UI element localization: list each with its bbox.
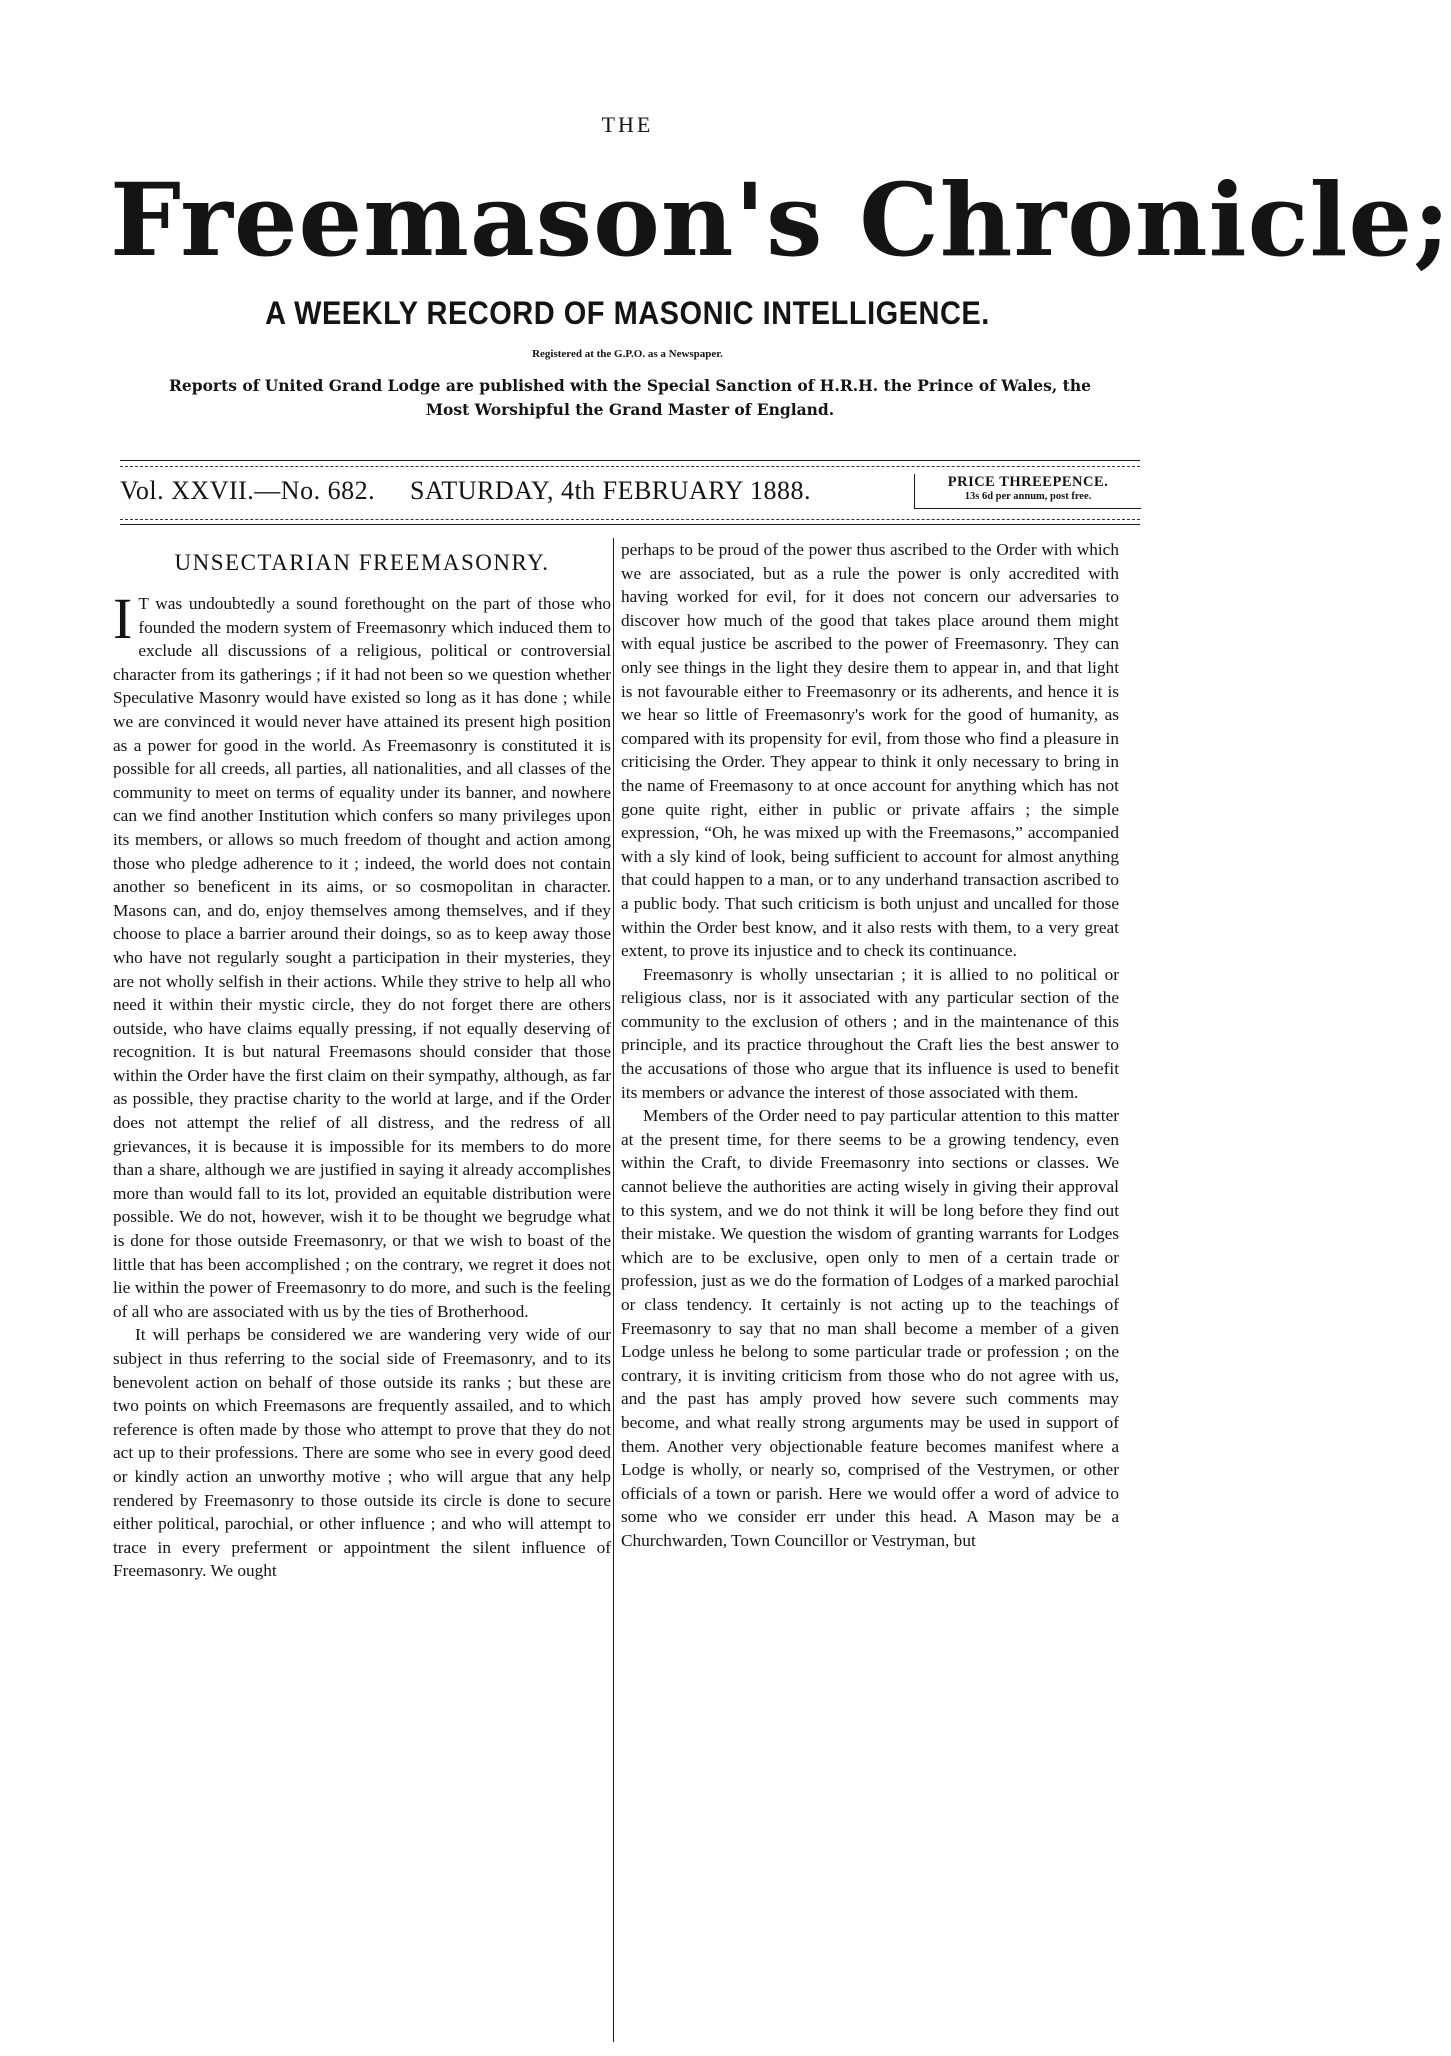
article-paragraph: It will perhaps be considered we are wandering very wide of our subject in thus referring to the social side of Freemasonry, and to its benevolent action on behalf of those outside its ranks ; but these are two points on which Freemasons are frequently assailed, and to which reference is often made by those who attempt to prove that they do not act up to their professions. There are some who see in every good deed or kindly action an unworthy motive ; who will argue that any help rendered by Freemasonry to those outside its circle is done to secure either political, parochial, or other influence ; and who will attempt to trace in every preferment or appointment the silent influence of Freemasonry. We ought [113, 1325, 611, 1581]
registered-notice: Registered at the G.P.O. as a Newspaper. [532, 348, 723, 360]
article-paragraph [113, 586, 611, 1323]
volume-number: Vol. XXVII.—No. 682. [120, 476, 376, 505]
header-rule-bottom-dashed [120, 519, 1140, 520]
masthead-the: THE [601, 112, 654, 137]
article-paragraph: Freemasonry is wholly unsectarian ; it is allied to no political or religious class, nor is it associated with any particular section of the community to the exclusion of others ; and in the maintenance of this principle, and its practice throughout the Craft lies the best answer to the accusations of those who argue that its influence is used to benefit its members or advance the interest of those associated with them. [621, 964, 1119, 1102]
article-paragraph: perhaps to be proud of the power thus ascribed to the Order with which we are associated, but as a rule the power is only accredited with having worked for evil, for it does not concern our adversaries to discover how much of the good that takes place around them might with equal justice be ascribed to the power of Freemasonry. They can only see things in the light they desire them to appear in, and that light is not favourable either to Freemasonry or its adherents, and hence it is we hear so little of Freemasonry's work for the good of humanity, as compared with its propensity for evil, from those who find a pleasure in criticising the Order. They appear to think it only necessary to bring in the name of Freemasony to at once account for anything which has not gone quite right, either in public or private affairs ; the simple expression, “Oh, he was mixed up with the Freemasons,” accompanied with a sly kind of look, being sufficient to account for almost anything that could happen to a man, or to any underhand transaction ascribed to a public body. That such criticism is both unjust and uncalled for those within the Order best know, and it also rests with them, to a very great extent, to prove its injustice and to check its continuance. [621, 540, 1119, 961]
header-rule-top-dashed [120, 466, 1140, 467]
article-title: UNSECTARIAN FREEMASONRY. [174, 550, 550, 575]
masthead-subtitle: A WEEKLY RECORD OF MASONIC INTELLIGENCE. [265, 296, 990, 332]
reports-notice: Reports of United Grand Lodge are published with the Special Sanction of H.R.H. the Prince of Wales, the Most Worshipful the Grand Master of England. [169, 376, 1091, 419]
article-right-column [621, 538, 1119, 1553]
issue-date: SATURDAY, 4th FEBRUARY 1888. [410, 476, 811, 505]
article-paragraph-text: T was undoubtedly a sound forethought on the part of those who founded the modern system of Freemasonry which induced them to exclude all discussions of a religious, political or controversial character from its gatherings ; if it had not been so we question whether Speculative Masonry would have existed so long as it has done ; while we are convinced it would never have attained its present high position as a power for good in the world. As Freemasonry is constituted it is possible for all creeds, all parties, all nationalities, and all classes of the community to meet on terms of equality under its banner, and nowhere can we find another Institution which confers so many privileges upon its members, or allows so much freedom of thought and action among those who pledge adherence to it ; indeed, the world does not contain another so beneficent in its aims, or so cosmopolitan in character. Masons can, and do, enjoy themselves among themselves, and if they choose to place a barrier around their doings, so as to keep away those who have not regularly sought a participation in their mysteries, they are not wholly selfish in their actions. While they strive to help all who need it within their mystic circle, they do not forget there are others outside, who have claims equally pressing, if not equally deserving of recognition. It is but natural Freemasons should consider that those within the Order have the first claim on their sympathy, although, as far as possible, they practise charity to the world at large, and if the Order does not attempt the relief of all distress, and the redress of all grievances, it is because it is impossible for its members to do more than a share, although we are justified in saying it already accomplishes more than would fall to its lot, provided an equitable distribution were possible. We do not, however, wish it to be thought we begrudge what is done for those outside Freemasonry, or that we wish to boast of the little that has been accomplished ; on the contrary, we regret it does not lie within the power of Freemasonry to do more, and such is the feeling of all who are associated with us by the ties of Brotherhood. [113, 594, 611, 1321]
article-paragraph: Members of the Order need to pay particular attention to this matter at the present time, for there seems to be a growing tendency, even within the Craft, to divide Freemasonry into sections or classes. We cannot believe the authorities are acting wisely in giving their approval to this system, and we do not think it will be long before they find out their mistake. We question the wisdom of granting warrants for Lodges which are to be exclusive, open only to men of a certain trade or profession, just as we do the formation of Lodges of a marked parochial or class tendency. It certainly is not acting up to the teachings of Freemasonry to say that no man shall become a member of a given Lodge unless he belong to some particular trade or profession ; on the contrary, it is inviting criticism from those who do not agree with us, and the past has amply proved how severe such comments may become, and what really strong arguments may be used in support of them. Another very objectionable feature becomes manifest where a Lodge is wholly, or nearly so, comprised of the Vestrymen, or other officials of a town or parish. Here we would offer a word of advice to some who we consider err under this head. A Mason may be a Churchwarden, Town Councillor or Vestryman, but [621, 1106, 1119, 1550]
column-divider [613, 538, 614, 2042]
masthead-title: Freemason's Chronicle; [110, 161, 1451, 279]
price-box [914, 474, 1141, 509]
drop-cap: I [113, 586, 133, 651]
article-left-column [113, 548, 611, 1583]
header-rule-bottom [120, 524, 1140, 525]
subscription-label: 13s 6d per annum, post free. [964, 491, 1092, 502]
issue-line [120, 474, 1140, 514]
header-rule-top [120, 460, 1140, 461]
price-label: PRICE THREEPENCE. [947, 474, 1109, 490]
